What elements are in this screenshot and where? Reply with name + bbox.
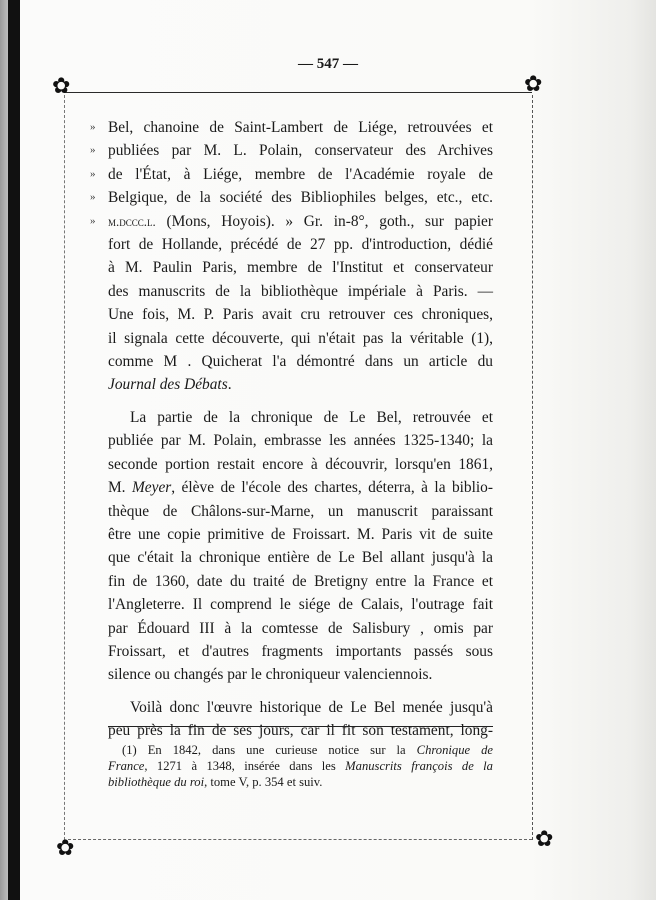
text-line: être une copie primitive de Froissart. M. Paris vit de suite [108, 525, 493, 543]
guillemet-mark: » [90, 191, 96, 204]
frame-left-rule [64, 95, 65, 840]
corner-ornament-icon: ✿ [56, 836, 75, 861]
text-line: thèque de Châlons-sur-Marne, un manuscrit paraissant [108, 502, 493, 520]
quoted-title-paragraph [90, 116, 493, 397]
text-line: Froissart, et d'autres fragments importants passés sous [108, 642, 493, 660]
page-number: — 547 — [298, 56, 358, 72]
guillemet-mark: » [90, 121, 96, 133]
name-meyer: Meyer [131, 479, 172, 497]
footnote [108, 742, 493, 790]
text-line: Journal des Débats. [108, 376, 232, 394]
frame-bottom-rule [68, 839, 532, 840]
text-line: peu près la fin de ses jours, car il fit son testament, long- [108, 722, 493, 740]
footnote-separator [108, 726, 493, 727]
text-line: publiée par M. Polain, embrasse les années 1325-1340; la [108, 432, 493, 450]
small-caps-date: m.dccc.l. [108, 213, 156, 229]
text-line: seconde portion restait encore à découvrir, lorsqu'en 1861, [108, 455, 493, 473]
text-line: il signala cette découverte, qui n'était pas la véritable (1), [108, 329, 493, 347]
text-line: » Belgique, de la société des Bibliophiles belges, etc., etc. [108, 186, 493, 209]
text-line: fort de Hollande, précédé de 27 pp. d'introduction, dédié [108, 236, 493, 254]
text-line: M. Meyer, élève de l'école des chartes, déterra, à la biblio- [108, 479, 493, 497]
text-line: des manuscrits de la bibliothèque impériale à Paris. — [108, 282, 493, 300]
text-line: silence ou changés par le chroniqueur valenciennois. [108, 666, 433, 684]
corner-ornament-icon: ✿ [524, 72, 543, 97]
scan-edge [0, 0, 8, 900]
text-line: Une fois, M. P. Paris avait cru retrouver ces chroniques, [108, 306, 493, 324]
text-line: comme M . Quicherat l'a démontré dans un article du [108, 353, 493, 371]
guillemet-mark: » [90, 167, 96, 180]
paragraph-chronicle [108, 406, 493, 687]
guillemet-mark: » [90, 144, 96, 157]
frame-right-rule [532, 95, 533, 840]
text-line: par Édouard III à la comtesse de Salisbury , omis par [108, 619, 493, 637]
text-line: Voilà donc l'œuvre historique de Le Bel menée jusqu'à [130, 698, 493, 716]
text-line: » de l'État, à Liége, membre de l'Académie royale de [108, 163, 493, 186]
text-line: » m.dccc.l. (Mons, Hoyois). » Gr. in-8°, goth., sur papier [108, 210, 493, 233]
text-line: à M. Paulin Paris, membre de l'Institut et conservateur [108, 259, 493, 277]
text-line: l'Angleterre. Il comprend le siége de Calais, l'outrage fait [108, 596, 493, 614]
text-line: La partie de la chronique de Le Bel, retrouvée et [130, 408, 493, 426]
guillemet-mark: » [90, 214, 96, 227]
text-line: que c'était la chronique entière de Le Bel allant jusqu'à la [108, 549, 493, 567]
scan-binding-shadow [8, 0, 20, 900]
footnote-line: France, 1271 à 1348, insérée dans les Manuscrits françois de la [108, 759, 493, 773]
paragraph-oeuvre [108, 696, 493, 743]
footnote-line: (1) En 1842, dans une curieuse notice sur la Chronique de [122, 743, 493, 757]
text-line: fin de 1360, date du traité de Bretigny entre la France et [108, 572, 493, 590]
footnote-line: bibliothèque du roi, tome V, p. 354 et suiv. [108, 775, 323, 789]
text-line: » Bel, chanoine de Saint-Lambert de Liége, retrouvées et [108, 116, 493, 139]
journal-title: Journal des Débats [108, 376, 228, 394]
corner-ornament-icon: ✿ [52, 74, 71, 99]
body-text [90, 116, 493, 743]
text-line: » publiées par M. L. Polain, conservateur des Archives [108, 139, 493, 162]
frame-top-rule [64, 92, 532, 93]
corner-ornament-icon: ✿ [535, 827, 554, 852]
